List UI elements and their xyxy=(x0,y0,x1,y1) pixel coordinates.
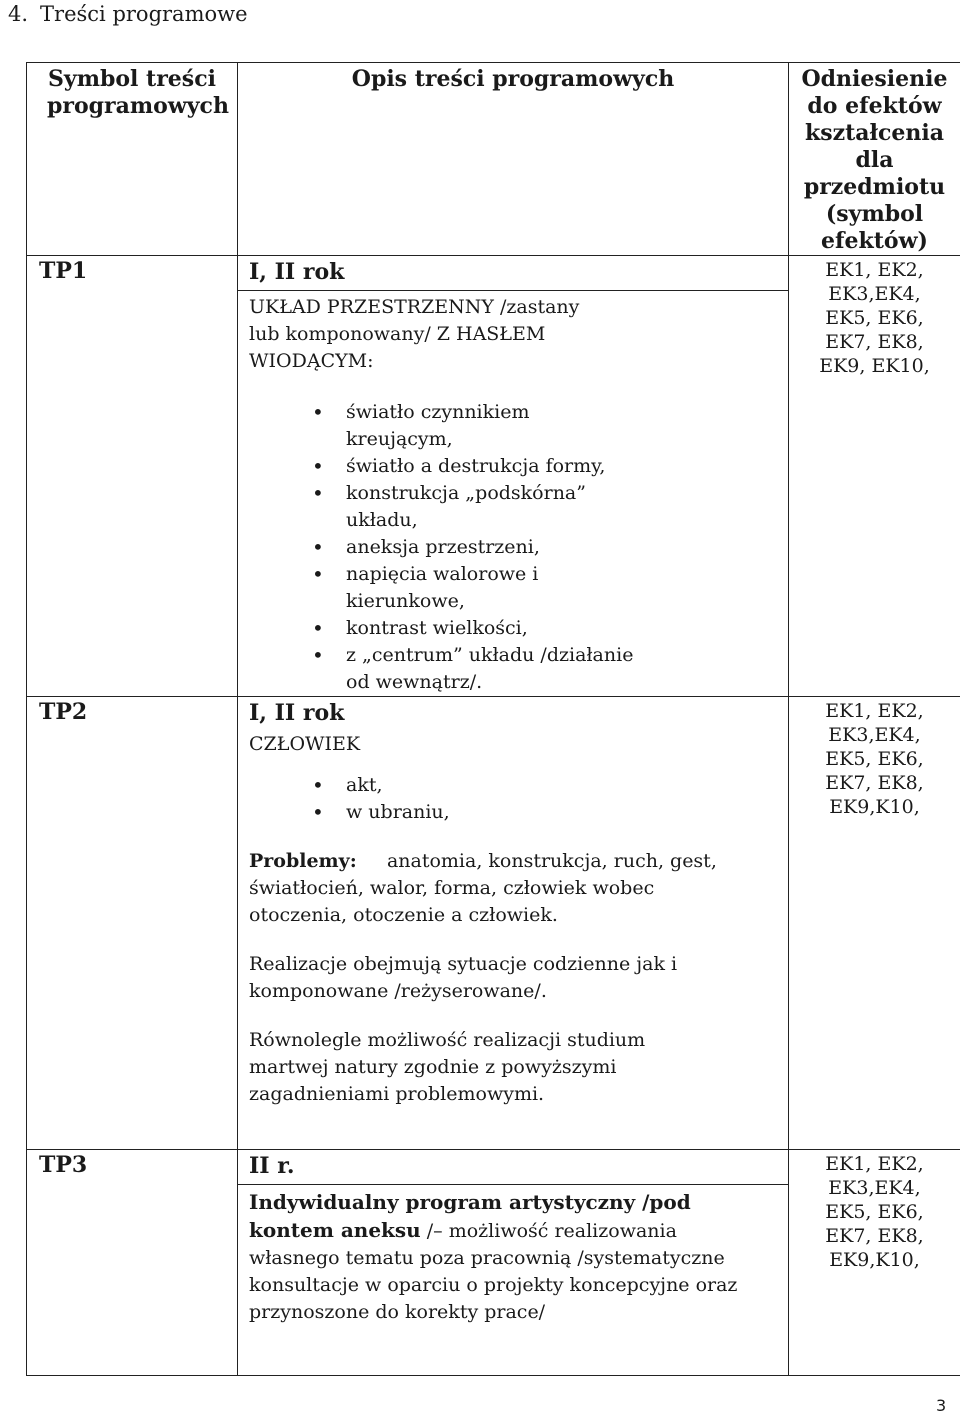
header-description: Opis treści programowych xyxy=(238,63,789,256)
tp2-bullet-list xyxy=(238,772,788,826)
section-heading xyxy=(8,2,248,26)
header-symbol: Symbol treści programowych xyxy=(27,63,238,256)
tp2-problems-text: anatomia, konstrukcja, ruch, gest, światłocień, walor, forma, człowiek wobec otoczenia, otoczenie a człowiek. xyxy=(249,850,717,926)
tp3-year: II r. xyxy=(238,1150,788,1185)
list-item: • światło a destrukcja formy, xyxy=(346,453,638,480)
tp3-symbol: TP3 xyxy=(27,1150,238,1376)
table-row-tp3 xyxy=(27,1150,960,1376)
tp2-symbol: TP2 xyxy=(27,697,238,1150)
list-item: • z „centrum” układu /działanie od wewnątrz/. xyxy=(346,642,638,696)
tp1-effects: EK1, EK2, EK3,EK4, EK5, EK6, EK7, EK8, EK9, EK10, xyxy=(789,256,960,697)
header-row xyxy=(27,63,960,256)
tp2-paragraph-2: Równolegle możliwość realizacji studium martwej natury zgodnie z powyższymi zagadnieniami problemowymi. xyxy=(249,1029,646,1105)
list-item: • napięcia walorowe i kierunkowe, xyxy=(346,561,638,615)
list-item: • światło czynnikiem kreującym, xyxy=(346,399,638,453)
tp1-bullet-list xyxy=(238,399,788,696)
section-title: Treści programowe xyxy=(40,2,248,26)
tp2-description xyxy=(238,697,789,1150)
tp1-description xyxy=(238,256,789,697)
content-table xyxy=(26,62,960,1376)
list-item: • konstrukcja „podskórna” układu, xyxy=(346,480,638,534)
tp3-description xyxy=(238,1150,789,1376)
page-number: 3 xyxy=(936,1396,947,1415)
list-item: • w ubraniu, xyxy=(346,799,788,826)
header-effects: Odniesienie do efektów kształcenia dla przedmiotu (symbol efektów) xyxy=(789,63,960,256)
tp2-effects: EK1, EK2, EK3,EK4, EK5, EK6, EK7, EK8, EK9,K10, xyxy=(789,697,960,1150)
tp2-year: I, II rok xyxy=(249,700,345,726)
list-item: • akt, xyxy=(346,772,788,799)
tp1-symbol: TP1 xyxy=(27,256,238,697)
tp2-intro: CZŁOWIEK xyxy=(249,733,361,755)
list-item: • aneksja przestrzeni, xyxy=(346,534,638,561)
tp3-effects: EK1, EK2, EK3,EK4, EK5, EK6, EK7, EK8, EK9,K10, xyxy=(789,1150,960,1376)
tp2-paragraph-1: Realizacje obejmują sytuacje codzienne jak i komponowane /reżyserowane/. xyxy=(249,953,678,1002)
table-row-tp1 xyxy=(27,256,960,697)
tp1-intro: UKŁAD PRZESTRZENNY /zastany lub komponowany/ Z HASŁEM WIODĄCYM: xyxy=(249,296,580,372)
list-item: • kontrast wielkości, xyxy=(346,615,638,642)
tp2-problems xyxy=(238,848,788,929)
section-number: 4. xyxy=(8,2,29,26)
tp3-bold-text: Indywidualny program artystyczny /pod kontem aneksu xyxy=(249,1190,691,1242)
tp3-body xyxy=(238,1185,788,1326)
tp3-text: /– możliwość realizowania własnego tematu poza pracownią /systematyczne konsultacje w oparciu o projekty koncepcyjne oraz przynoszone do korekty prace/ xyxy=(249,1220,738,1323)
tp1-year: I, II rok xyxy=(238,256,788,291)
table-row-tp2 xyxy=(27,697,960,1150)
tp2-problems-label: Problemy: xyxy=(249,850,357,872)
